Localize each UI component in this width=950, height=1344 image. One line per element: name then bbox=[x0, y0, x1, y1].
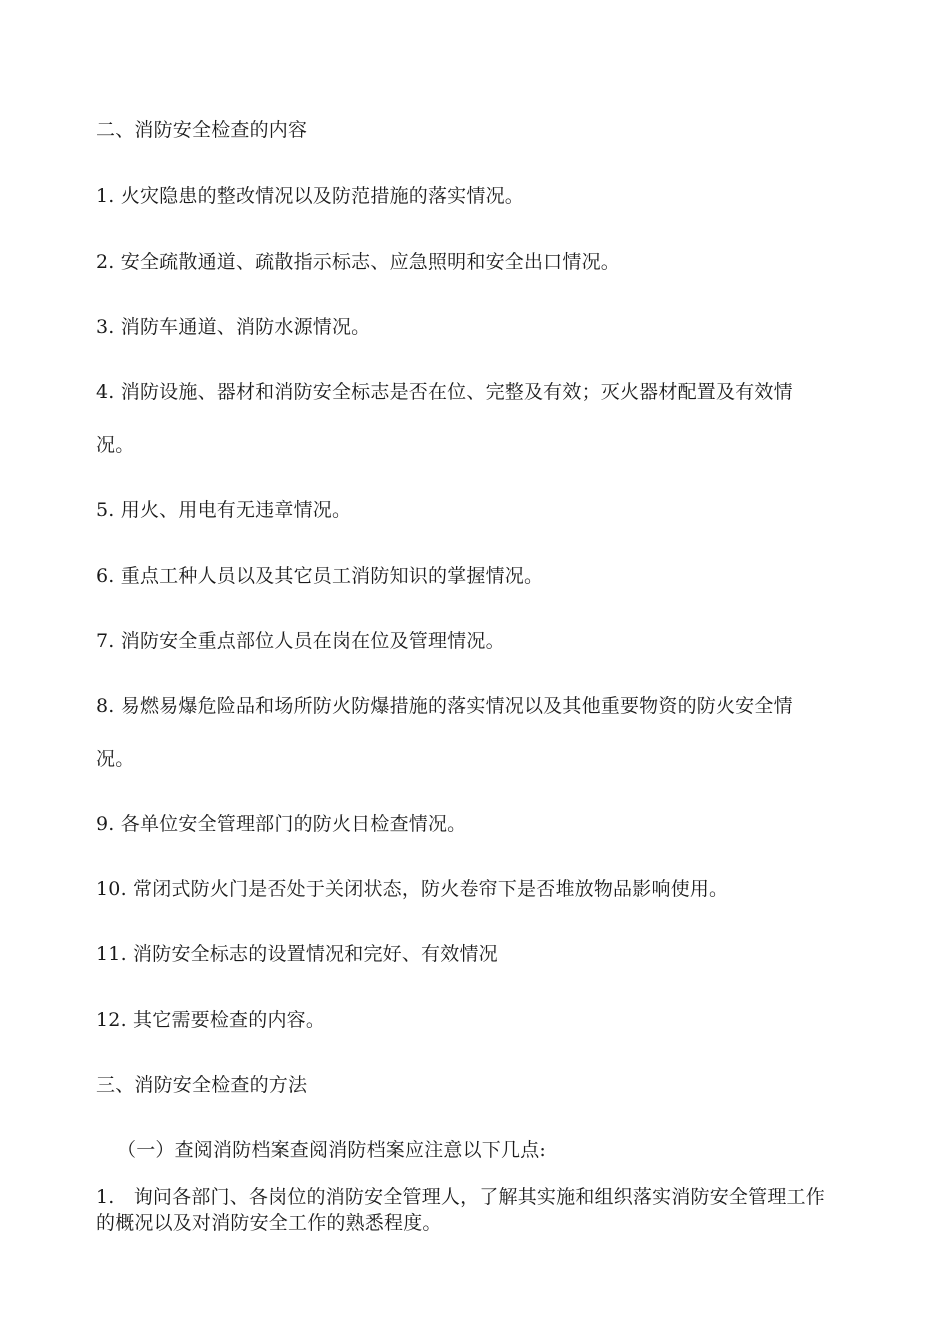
list-item-continuation: 况。 bbox=[96, 748, 135, 770]
section-heading: 二、消防安全检查的内容 bbox=[96, 119, 308, 141]
list-item: 8. 易燃易爆危险品和场所防火防爆措施的落实情况以及其他重要物资的防火安全情 bbox=[96, 695, 793, 717]
list-item: 5. 用火、用电有无违章情况。 bbox=[96, 499, 352, 521]
subsection-heading: （一）查阅消防档案查阅消防档案应注意以下几点: bbox=[117, 1139, 547, 1161]
list-item: 6. 重点工种人员以及其它员工消防知识的掌握情况。 bbox=[96, 565, 544, 587]
list-item: 4. 消防设施、器材和消防安全标志是否在位、完整及有效；灭火器材配置及有效情 bbox=[96, 381, 793, 403]
list-item: 7. 消防安全重点部位人员在岗在位及管理情况。 bbox=[96, 630, 505, 652]
sub-list-item: 1. 询问各部门、各岗位的消防安全管理人，了解其实施和组织落实消防安全管理工作的概况以及对消防安全工作的熟悉程度。 bbox=[96, 1186, 825, 1234]
list-item: 11. 消防安全标志的设置情况和完好、有效情况 bbox=[96, 943, 498, 965]
list-item: 3. 消防车通道、消防水源情况。 bbox=[96, 316, 371, 338]
list-item: 12. 其它需要检查的内容。 bbox=[96, 1009, 326, 1031]
list-item-continuation: 况。 bbox=[96, 434, 135, 456]
section-heading: 三、消防安全检查的方法 bbox=[96, 1074, 308, 1096]
list-item: 9. 各单位安全管理部门的防火日检查情况。 bbox=[96, 813, 467, 835]
list-item: 1. 火灾隐患的整改情况以及防范措施的落实情况。 bbox=[96, 185, 524, 207]
list-item: 10. 常闭式防火门是否处于关闭状态，防火卷帘下是否堆放物品影响使用。 bbox=[96, 878, 729, 900]
list-item: 2. 安全疏散通道、疏散指示标志、应急照明和安全出口情况。 bbox=[96, 251, 620, 273]
